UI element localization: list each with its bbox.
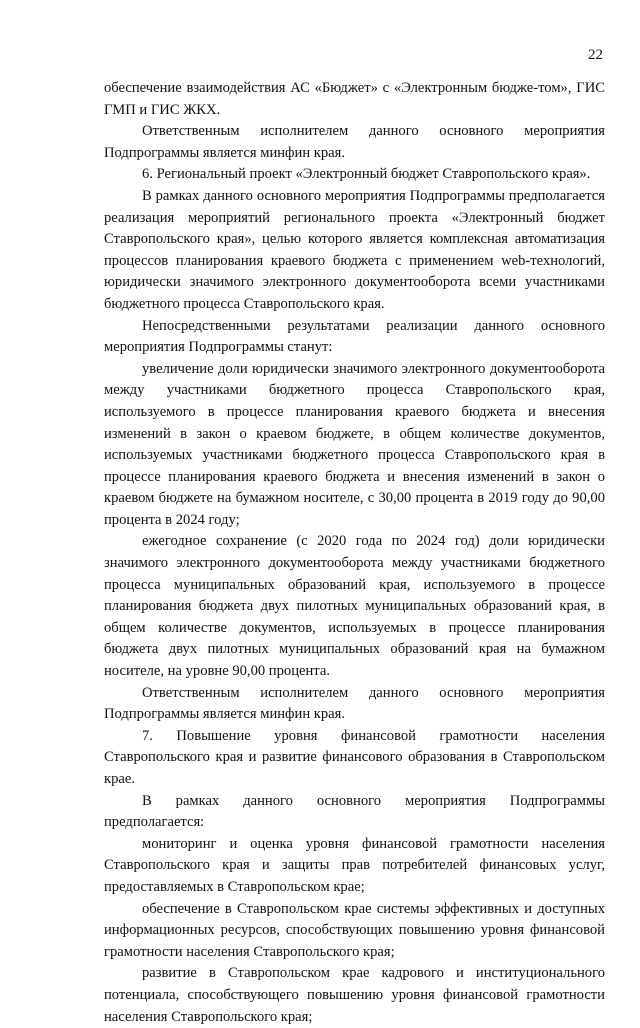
paragraph: Непосредственными результатами реализации данного основного мероприятия Подпрограммы станут: (104, 317, 605, 356)
paragraph: Ответственным исполнителем данного основного мероприятия Подпрограммы является минфин края. (104, 123, 605, 161)
paragraph: В рамках данного основного мероприятия Подпрограммы предполагается реализация мероприятий регионального проекта «Электронный бюджет Ставропольского края», целью которого является комплексная автоматизация процессов планирования краевого бюджета с применением web-технологий, юридически значимого электронного документооборота всеми участниками бюджетного процесса Ставропольского края. (104, 187, 605, 312)
paragraph: В рамках данного основного мероприятия Подпрограммы предполагается: (104, 792, 605, 831)
paragraph: мониторинг и оценка уровня финансовой грамотности населения Ставропольского края и защиты прав потребителей финансовых услуг, предоставляемых в Ставропольском крае; (104, 835, 605, 895)
paragraph: увеличение доли юридически значимого электронного документооборота между участниками бюджетного процесса Ставропольского края, используемого в процессе планирования краевого бюджета и внесения изменений в закон о краевом бюджете, в общем количестве документов, используемых участниками бюджетного процесса Ставропольского края в процессе планирования краевого бюджета и внесения изменений в закон о краевом бюджете на бумажном носителе, с 30,00 процента в 2019 году до 90,00 процента в 2024 году; (104, 360, 605, 528)
paragraph: Ответственным исполнителем данного основного мероприятия Подпрограммы является минфин края. (104, 684, 605, 723)
paragraph: 6. Региональный проект «Электронный бюджет Ставропольского края». (142, 166, 591, 183)
paragraph: ежегодное сохранение (с 2020 года по 2024 год) доли юридически значимого электронного документооборота между участниками бюджетного процесса муниципальных образований края, используемого в процессе планирования бюджета двух пилотных муниципальных образований края, в общем количестве документов, используемых в процессе планирования бюджета двух пилотных муниципальных образований края на бумажном носителе, на уровне 90,00 процента. (104, 533, 605, 680)
document-body (104, 78, 605, 1028)
page-number: 22 (588, 47, 603, 63)
paragraph: обеспечение взаимодействия АС «Бюджет» с «Электронным бюдже-том», ГИС ГМП и ГИС ЖКХ. (104, 80, 605, 118)
paragraph: 7. Повышение уровня финансовой грамотности населения Ставропольского края и развитие финансового образования в Ставропольском крае. (104, 727, 605, 787)
paragraph: обеспечение в Ставропольском крае системы эффективных и доступных информационных ресурсов, способствующих повышению уровня финансовой грамотности населения Ставропольского края; (104, 900, 605, 960)
paragraph: развитие в Ставропольском крае кадрового и институционального потенциала, способствующего повышению уровня финансовой грамотности населения Ставропольского края; (104, 965, 605, 1025)
